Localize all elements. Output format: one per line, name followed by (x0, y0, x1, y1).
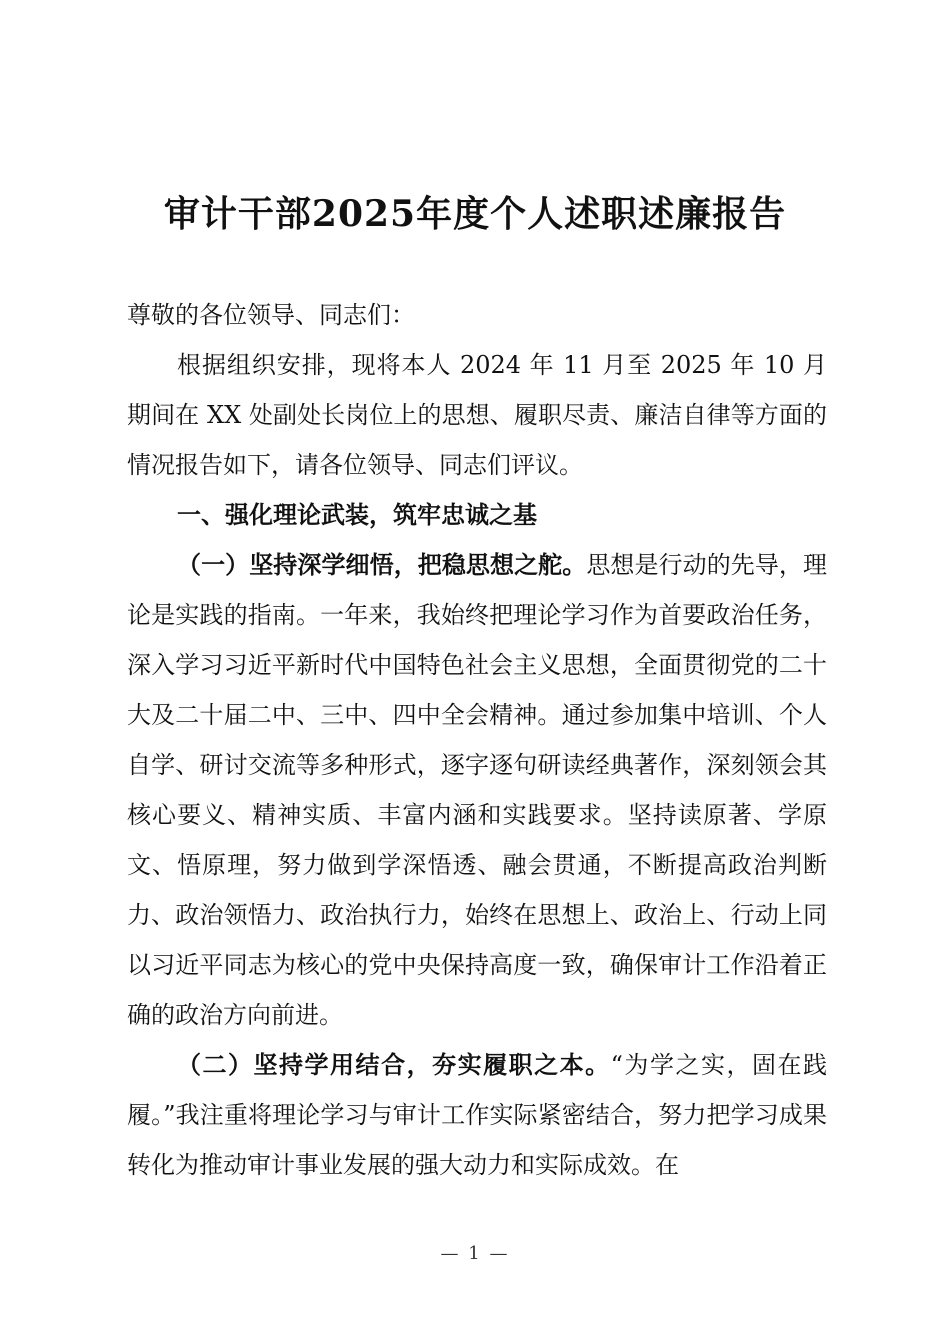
subsection-2-text: “为学之实，固在践履。”我注重将理论学习与审计工作实际紧密结合，努力把学习成果转化为推动审计事业发展的强大动力和实际成效。在 (127, 1051, 827, 1179)
page-number: — 1 — (440, 1243, 510, 1264)
subsection-1-text: 思想是行动的先导，理论是实践的指南。一年来，我始终把理论学习作为首要政治任务，深入学习习近平新时代中国特色社会主义思想，全面贯彻党的二十大及二十届二中、三中、四中全会精神。通过参加集中培训、个人自学、研讨交流等多种形式，逐字逐句研读经典著作，深刻领会其核心要义、精神实质、丰富内涵和实践要求。坚持读原著、学原文、悟原理，努力做到学深悟透、融会贯通，不断提高政治判断力、政治领悟力、政治执行力，始终在思想上、政治上、行动上同以习近平同志为核心的党中央保持高度一致，确保审计工作沿着正确的政治方向前进。 (127, 551, 828, 1029)
document-body (127, 290, 827, 1190)
subsection-1-heading: （一）坚持深学细悟，把稳思想之舵。 (177, 550, 587, 579)
document-title: 审计干部2025年度个人述职述廉报告 (163, 193, 787, 235)
intro-paragraph: 根据组织安排，现将本人 2024 年 11 月至 2025 年 10 月期间在 XX 处副处长岗位上的思想、履职尽责、廉洁自律等方面的情况报告如下，请各位领导、同志们评议。 (127, 351, 827, 479)
subsection-2-paragraph (127, 1040, 827, 1190)
subsection-2-heading: （二）坚持学用结合，夯实履职之本。 (177, 1050, 611, 1079)
section-1-heading: 一、强化理论武装，筑牢忠诚之基 (177, 500, 537, 529)
subsection-1-paragraph (127, 540, 827, 1040)
salutation: 尊敬的各位领导、同志们： (127, 301, 415, 329)
